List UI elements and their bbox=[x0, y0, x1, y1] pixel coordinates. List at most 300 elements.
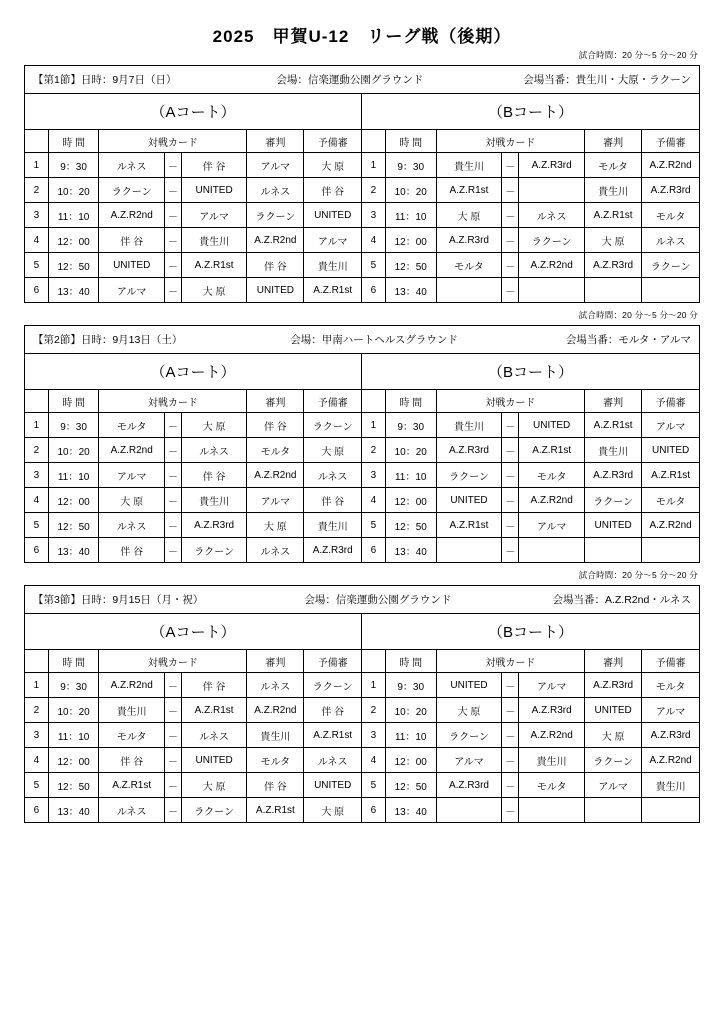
table-row bbox=[25, 278, 361, 303]
cell-no: 2 bbox=[362, 698, 385, 723]
cell-sub: UNITED bbox=[304, 203, 361, 228]
cell-dash: － bbox=[502, 278, 519, 303]
cell-sub: 伴 谷 bbox=[304, 178, 361, 203]
cell-away: UNITED bbox=[519, 413, 585, 438]
col-match: 対戦カード bbox=[436, 390, 584, 413]
cell-away bbox=[519, 538, 585, 563]
court-b-2 bbox=[362, 354, 699, 562]
cell-referee: 大 原 bbox=[247, 513, 304, 538]
col-referee: 審判 bbox=[247, 650, 304, 673]
cell-away: 伴 谷 bbox=[181, 153, 247, 178]
cell-no: 3 bbox=[25, 203, 48, 228]
table-row bbox=[25, 698, 361, 723]
cell-dash: － bbox=[502, 203, 519, 228]
table-row bbox=[362, 228, 699, 253]
section-venue-2: 会場：甲南ハートヘルスグラウンド bbox=[290, 334, 458, 346]
cell-no: 3 bbox=[362, 203, 385, 228]
table-row bbox=[362, 538, 699, 563]
cell-time: 11：10 bbox=[48, 203, 99, 228]
cell-sub: モルタ bbox=[642, 488, 699, 513]
cell-dash: － bbox=[164, 748, 181, 773]
cell-home bbox=[436, 798, 502, 823]
cell-home: アルマ bbox=[99, 463, 165, 488]
table-row bbox=[25, 253, 361, 278]
cell-sub: A.Z.R3rd bbox=[304, 538, 361, 563]
cell-no: 6 bbox=[362, 538, 385, 563]
cell-dash: － bbox=[164, 488, 181, 513]
cell-referee: A.Z.R2nd bbox=[247, 228, 304, 253]
table-row bbox=[362, 673, 699, 698]
table-header-row bbox=[25, 390, 361, 413]
cell-home: ルネス bbox=[99, 153, 165, 178]
cell-referee: モルタ bbox=[247, 748, 304, 773]
cell-dash: － bbox=[164, 153, 181, 178]
cell-time: 11：10 bbox=[48, 723, 99, 748]
cell-no: 4 bbox=[25, 488, 48, 513]
cell-no: 4 bbox=[25, 748, 48, 773]
col-no bbox=[25, 390, 48, 413]
col-sub: 予備審 bbox=[642, 390, 699, 413]
cell-referee: A.Z.R3rd bbox=[585, 253, 642, 278]
cell-time: 13：40 bbox=[385, 278, 436, 303]
cell-sub: UNITED bbox=[642, 438, 699, 463]
table-row bbox=[25, 538, 361, 563]
cell-no: 6 bbox=[362, 798, 385, 823]
cell-away: ルネス bbox=[181, 438, 247, 463]
cell-time: 12：50 bbox=[385, 513, 436, 538]
cell-referee: UNITED bbox=[247, 278, 304, 303]
col-time: 時 間 bbox=[48, 390, 99, 413]
cell-dash: － bbox=[164, 178, 181, 203]
cell-no: 5 bbox=[362, 253, 385, 278]
cell-home: 貴生川 bbox=[99, 698, 165, 723]
cell-sub: A.Z.R2nd bbox=[642, 748, 699, 773]
table-row bbox=[25, 513, 361, 538]
cell-home: A.Z.R1st bbox=[436, 178, 502, 203]
cell-referee bbox=[585, 798, 642, 823]
cell-sub bbox=[642, 538, 699, 563]
section-duty-1: 会場当番：貴生川・大原・ラクーン bbox=[523, 74, 691, 86]
cell-dash: － bbox=[164, 203, 181, 228]
cell-time: 12：50 bbox=[48, 253, 99, 278]
cell-away: UNITED bbox=[181, 178, 247, 203]
cell-away: A.Z.R3rd bbox=[519, 698, 585, 723]
table-row bbox=[362, 438, 699, 463]
cell-home bbox=[436, 538, 502, 563]
schedule-table-a-1 bbox=[25, 129, 361, 302]
cell-dash: － bbox=[164, 513, 181, 538]
table-row bbox=[25, 438, 361, 463]
cell-time: 9：30 bbox=[385, 413, 436, 438]
match-duration-note-top: 試合時間：20 分～5 分～20 分 bbox=[578, 50, 698, 60]
cell-away: ラクーン bbox=[181, 798, 247, 823]
cell-time: 13：40 bbox=[385, 538, 436, 563]
cell-sub: ルネス bbox=[642, 228, 699, 253]
cell-time: 11：10 bbox=[48, 463, 99, 488]
cell-no: 2 bbox=[25, 438, 48, 463]
col-sub: 予備審 bbox=[642, 650, 699, 673]
cell-dash: － bbox=[502, 488, 519, 513]
col-no bbox=[25, 650, 48, 673]
cell-time: 12：00 bbox=[385, 228, 436, 253]
cell-referee: 大 原 bbox=[585, 228, 642, 253]
col-sub: 予備審 bbox=[304, 130, 361, 153]
cell-referee bbox=[585, 278, 642, 303]
cell-no: 6 bbox=[25, 278, 48, 303]
section-venue-1: 会場：信楽運動公園グラウンド bbox=[276, 74, 424, 86]
col-sub: 予備審 bbox=[304, 390, 361, 413]
cell-referee: モルタ bbox=[247, 438, 304, 463]
cell-referee: 貴生川 bbox=[247, 723, 304, 748]
cell-time: 13：40 bbox=[48, 798, 99, 823]
page-title: 2025 甲賀U-12 リーグ戦（後期） bbox=[212, 27, 512, 46]
cell-sub: ルネス bbox=[304, 748, 361, 773]
cell-referee: A.Z.R1st bbox=[585, 413, 642, 438]
court-b-title-3: （Bコート） bbox=[487, 624, 573, 641]
col-match: 対戦カード bbox=[436, 130, 584, 153]
cell-sub: 大 原 bbox=[304, 798, 361, 823]
table-row bbox=[362, 253, 699, 278]
cell-away: アルマ bbox=[519, 513, 585, 538]
table-header-row bbox=[25, 650, 361, 673]
cell-no: 1 bbox=[362, 413, 385, 438]
table-row bbox=[25, 673, 361, 698]
table-row bbox=[25, 798, 361, 823]
schedule-table-a-3 bbox=[25, 649, 361, 822]
section-duty-3: 会場当番：A.Z.R2nd・ルネス bbox=[552, 594, 691, 606]
table-header-row bbox=[362, 130, 699, 153]
cell-time: 12：00 bbox=[48, 748, 99, 773]
cell-no: 3 bbox=[362, 723, 385, 748]
cell-time: 12：00 bbox=[385, 748, 436, 773]
cell-no: 1 bbox=[25, 413, 48, 438]
cell-referee: ルネス bbox=[247, 538, 304, 563]
cell-home: モルタ bbox=[99, 723, 165, 748]
cell-no: 6 bbox=[25, 538, 48, 563]
col-sub: 予備審 bbox=[304, 650, 361, 673]
cell-dash: － bbox=[164, 438, 181, 463]
cell-time: 9：30 bbox=[48, 153, 99, 178]
cell-sub: A.Z.R1st bbox=[304, 278, 361, 303]
cell-no: 4 bbox=[25, 228, 48, 253]
cell-sub: アルマ bbox=[304, 228, 361, 253]
cell-home: ラクーン bbox=[436, 723, 502, 748]
table-row bbox=[362, 413, 699, 438]
cell-sub: A.Z.R3rd bbox=[642, 178, 699, 203]
col-time: 時 間 bbox=[48, 130, 99, 153]
cell-referee: A.Z.R2nd bbox=[247, 698, 304, 723]
cell-dash: － bbox=[502, 673, 519, 698]
schedule-table-a-2 bbox=[25, 389, 361, 562]
cell-sub: 大 原 bbox=[304, 438, 361, 463]
cell-sub bbox=[642, 798, 699, 823]
cell-sub: A.Z.R3rd bbox=[642, 723, 699, 748]
cell-no: 6 bbox=[25, 798, 48, 823]
col-match: 対戦カード bbox=[99, 130, 247, 153]
cell-time: 10：20 bbox=[385, 178, 436, 203]
col-time: 時 間 bbox=[385, 390, 436, 413]
cell-no: 5 bbox=[362, 773, 385, 798]
cell-sub: 貴生川 bbox=[642, 773, 699, 798]
cell-away: モルタ bbox=[519, 773, 585, 798]
cell-sub: ルネス bbox=[304, 463, 361, 488]
cell-away: モルタ bbox=[519, 463, 585, 488]
cell-referee: ラクーン bbox=[585, 488, 642, 513]
court-a-title-3: （Aコート） bbox=[150, 624, 236, 641]
cell-dash: － bbox=[164, 673, 181, 698]
cell-time: 12：00 bbox=[48, 488, 99, 513]
cell-sub: アルマ bbox=[642, 698, 699, 723]
cell-sub: A.Z.R1st bbox=[642, 463, 699, 488]
cell-away bbox=[519, 178, 585, 203]
cell-referee: アルマ bbox=[585, 773, 642, 798]
cell-dash: － bbox=[502, 538, 519, 563]
section-block-3 bbox=[24, 585, 700, 823]
cell-no: 2 bbox=[25, 698, 48, 723]
col-match: 対戦カード bbox=[99, 650, 247, 673]
cell-no: 3 bbox=[362, 463, 385, 488]
cell-no: 4 bbox=[362, 488, 385, 513]
cell-home: UNITED bbox=[436, 673, 502, 698]
col-match: 対戦カード bbox=[436, 650, 584, 673]
cell-referee: ラクーン bbox=[247, 203, 304, 228]
cell-time: 10：20 bbox=[385, 438, 436, 463]
table-row bbox=[25, 773, 361, 798]
cell-no: 2 bbox=[362, 438, 385, 463]
col-referee: 審判 bbox=[585, 390, 642, 413]
section-date-3: 【第3節】日時：9月15日（月・祝） bbox=[33, 594, 204, 606]
cell-time: 9：30 bbox=[48, 673, 99, 698]
table-row bbox=[25, 178, 361, 203]
cell-referee: 貴生川 bbox=[585, 178, 642, 203]
cell-no: 2 bbox=[362, 178, 385, 203]
cell-away: ラクーン bbox=[519, 228, 585, 253]
cell-away: UNITED bbox=[181, 748, 247, 773]
cell-time: 12：50 bbox=[48, 513, 99, 538]
table-row bbox=[25, 463, 361, 488]
table-row bbox=[362, 748, 699, 773]
cell-referee: 伴 谷 bbox=[247, 253, 304, 278]
cell-time: 13：40 bbox=[48, 538, 99, 563]
cell-time: 10：20 bbox=[48, 178, 99, 203]
cell-sub: 大 原 bbox=[304, 153, 361, 178]
cell-referee: A.Z.R3rd bbox=[585, 463, 642, 488]
cell-home: モルタ bbox=[436, 253, 502, 278]
cell-referee: アルマ bbox=[247, 488, 304, 513]
cell-dash: － bbox=[502, 228, 519, 253]
cell-dash: － bbox=[164, 278, 181, 303]
court-b-1 bbox=[362, 94, 699, 302]
cell-sub: A.Z.R2nd bbox=[642, 513, 699, 538]
cell-dash: － bbox=[502, 748, 519, 773]
courts-1 bbox=[25, 94, 699, 302]
cell-time: 9：30 bbox=[48, 413, 99, 438]
cell-sub: ラクーン bbox=[642, 253, 699, 278]
cell-time: 12：50 bbox=[385, 773, 436, 798]
cell-referee: A.Z.R2nd bbox=[247, 463, 304, 488]
cell-home: ラクーン bbox=[99, 178, 165, 203]
col-time: 時 間 bbox=[385, 650, 436, 673]
table-row bbox=[362, 723, 699, 748]
col-time: 時 間 bbox=[48, 650, 99, 673]
section-header-1 bbox=[25, 66, 699, 94]
cell-time: 12：00 bbox=[385, 488, 436, 513]
cell-time: 9：30 bbox=[385, 153, 436, 178]
cell-no: 5 bbox=[25, 253, 48, 278]
cell-home: UNITED bbox=[99, 253, 165, 278]
cell-home: 大 原 bbox=[436, 203, 502, 228]
cell-away: ルネス bbox=[519, 203, 585, 228]
cell-away: A.Z.R3rd bbox=[519, 153, 585, 178]
court-b-3 bbox=[362, 614, 699, 822]
col-referee: 審判 bbox=[585, 130, 642, 153]
cell-home: モルタ bbox=[99, 413, 165, 438]
col-no bbox=[25, 130, 48, 153]
cell-referee: ルネス bbox=[247, 673, 304, 698]
cell-time: 11：10 bbox=[385, 203, 436, 228]
col-match: 対戦カード bbox=[99, 390, 247, 413]
schedule-table-b-1 bbox=[362, 129, 699, 302]
col-no bbox=[362, 650, 385, 673]
cell-time: 11：10 bbox=[385, 723, 436, 748]
cell-dash: － bbox=[502, 253, 519, 278]
section-block-2 bbox=[24, 325, 700, 563]
cell-home: A.Z.R3rd bbox=[436, 228, 502, 253]
cell-away: A.Z.R1st bbox=[181, 253, 247, 278]
section-date-1: 【第1節】日時：9月7日（日） bbox=[33, 74, 177, 86]
court-a-2 bbox=[25, 354, 362, 562]
cell-dash: － bbox=[164, 798, 181, 823]
cell-dash: － bbox=[164, 463, 181, 488]
cell-sub: A.Z.R2nd bbox=[642, 153, 699, 178]
table-row bbox=[25, 748, 361, 773]
cell-dash: － bbox=[502, 798, 519, 823]
cell-home: アルマ bbox=[99, 278, 165, 303]
cell-time: 10：20 bbox=[48, 698, 99, 723]
cell-home: 大 原 bbox=[436, 698, 502, 723]
cell-time: 9：30 bbox=[385, 673, 436, 698]
cell-dash: － bbox=[164, 538, 181, 563]
cell-home: ルネス bbox=[99, 798, 165, 823]
cell-sub: アルマ bbox=[642, 413, 699, 438]
cell-away: 貴生川 bbox=[519, 748, 585, 773]
table-header-row bbox=[362, 650, 699, 673]
cell-time: 12：00 bbox=[48, 228, 99, 253]
cell-time: 12：50 bbox=[48, 773, 99, 798]
cell-time: 13：40 bbox=[385, 798, 436, 823]
cell-home: 伴 谷 bbox=[99, 228, 165, 253]
cell-away: ルネス bbox=[181, 723, 247, 748]
cell-away: 大 原 bbox=[181, 413, 247, 438]
cell-away: A.Z.R2nd bbox=[519, 488, 585, 513]
cell-sub: UNITED bbox=[304, 773, 361, 798]
cell-dash: － bbox=[502, 773, 519, 798]
cell-dash: － bbox=[164, 723, 181, 748]
cell-home: 大 原 bbox=[99, 488, 165, 513]
cell-referee: アルマ bbox=[247, 153, 304, 178]
table-row bbox=[25, 723, 361, 748]
cell-away: アルマ bbox=[519, 673, 585, 698]
cell-away: 伴 谷 bbox=[181, 673, 247, 698]
cell-dash: － bbox=[502, 153, 519, 178]
col-time: 時 間 bbox=[385, 130, 436, 153]
table-row bbox=[25, 153, 361, 178]
cell-dash: － bbox=[164, 228, 181, 253]
col-sub: 予備審 bbox=[642, 130, 699, 153]
cell-away: A.Z.R2nd bbox=[519, 723, 585, 748]
court-a-title-2: （Aコート） bbox=[150, 364, 236, 381]
cell-no: 1 bbox=[362, 153, 385, 178]
table-row bbox=[362, 203, 699, 228]
schedule-table-b-3 bbox=[362, 649, 699, 822]
cell-referee: A.Z.R1st bbox=[247, 798, 304, 823]
cell-no: 6 bbox=[362, 278, 385, 303]
section-header-2 bbox=[25, 326, 699, 354]
cell-dash: － bbox=[164, 253, 181, 278]
cell-no: 1 bbox=[362, 673, 385, 698]
cell-sub: 貴生川 bbox=[304, 253, 361, 278]
table-row bbox=[25, 228, 361, 253]
cell-away: A.Z.R3rd bbox=[181, 513, 247, 538]
table-row bbox=[362, 513, 699, 538]
cell-referee: ラクーン bbox=[585, 748, 642, 773]
table-row bbox=[362, 798, 699, 823]
cell-referee: 伴 谷 bbox=[247, 413, 304, 438]
table-row bbox=[25, 488, 361, 513]
court-a-3 bbox=[25, 614, 362, 822]
cell-sub bbox=[642, 278, 699, 303]
cell-referee: A.Z.R3rd bbox=[585, 673, 642, 698]
section-venue-3: 会場：信楽運動公園グラウンド bbox=[304, 594, 452, 606]
cell-no: 1 bbox=[25, 673, 48, 698]
table-row bbox=[25, 203, 361, 228]
cell-away: ラクーン bbox=[181, 538, 247, 563]
cell-home: アルマ bbox=[436, 748, 502, 773]
match-duration-note-2: 試合時間：20 分～5 分～20 分 bbox=[578, 310, 698, 320]
cell-home: 貴生川 bbox=[436, 153, 502, 178]
cell-dash: － bbox=[502, 723, 519, 748]
cell-home: ルネス bbox=[99, 513, 165, 538]
cell-time: 13：40 bbox=[48, 278, 99, 303]
cell-away: A.Z.R1st bbox=[519, 438, 585, 463]
cell-home: UNITED bbox=[436, 488, 502, 513]
cell-no: 5 bbox=[25, 513, 48, 538]
cell-dash: － bbox=[502, 178, 519, 203]
col-referee: 審判 bbox=[247, 390, 304, 413]
match-duration-note-3: 試合時間：20 分～5 分～20 分 bbox=[578, 570, 698, 580]
cell-dash: － bbox=[164, 698, 181, 723]
cell-time: 11：10 bbox=[385, 463, 436, 488]
courts-2 bbox=[25, 354, 699, 562]
cell-sub: モルタ bbox=[642, 203, 699, 228]
cell-home: 伴 谷 bbox=[99, 538, 165, 563]
cell-sub: A.Z.R1st bbox=[304, 723, 361, 748]
cell-away: 貴生川 bbox=[181, 228, 247, 253]
table-row bbox=[362, 463, 699, 488]
cell-away: アルマ bbox=[181, 203, 247, 228]
cell-dash: － bbox=[164, 413, 181, 438]
cell-dash: － bbox=[164, 773, 181, 798]
cell-home: A.Z.R1st bbox=[99, 773, 165, 798]
cell-sub: 伴 谷 bbox=[304, 698, 361, 723]
cell-referee: UNITED bbox=[585, 698, 642, 723]
court-a-title-1: （Aコート） bbox=[150, 104, 236, 121]
cell-no: 5 bbox=[25, 773, 48, 798]
section-date-2: 【第2節】日時：9月13日（土） bbox=[33, 334, 183, 346]
cell-away bbox=[519, 278, 585, 303]
cell-away: A.Z.R1st bbox=[181, 698, 247, 723]
cell-no: 5 bbox=[362, 513, 385, 538]
